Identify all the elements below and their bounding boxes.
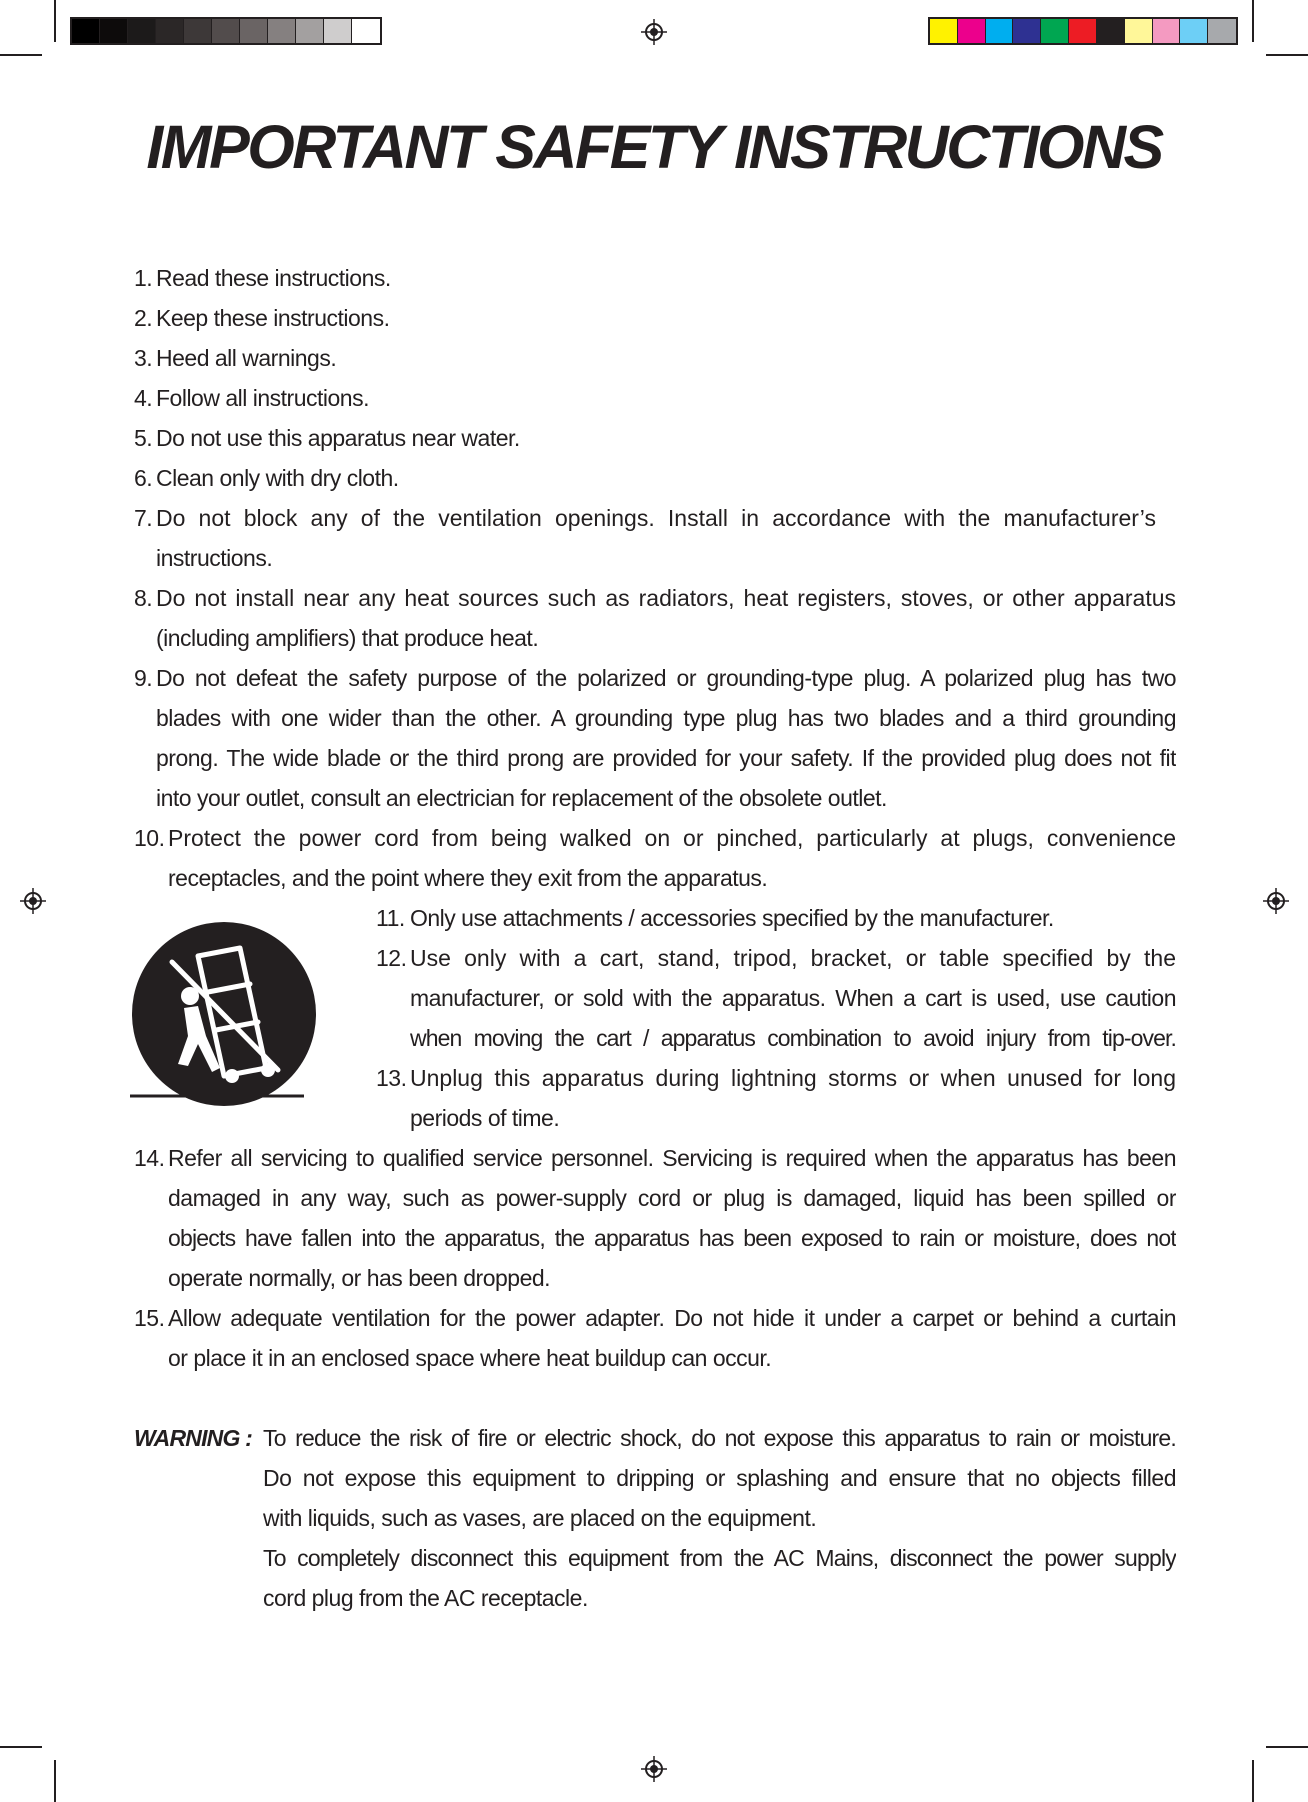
- crop-mark: [54, 1760, 56, 1802]
- calibration-swatch: [156, 19, 184, 43]
- calibration-swatch: [1153, 19, 1181, 43]
- instruction-text: Do not defeat the safety purpose of the polarized or grounding-type plug. A polarized plug has two: [156, 665, 1176, 691]
- instruction-text: Keep these instructions.: [156, 305, 390, 331]
- grayscale-calibration-bar: [70, 17, 382, 45]
- crop-mark: [1266, 1746, 1308, 1748]
- calibration-swatch: [268, 19, 296, 43]
- registration-target-icon: [1263, 888, 1289, 914]
- instruction-text: periods of time.: [410, 1105, 560, 1131]
- instruction-text: Only use attachments / accessories specified by the manufacturer.: [410, 905, 1054, 931]
- calibration-swatch: [100, 19, 128, 43]
- instruction-text: damaged in any way, such as power-supply cord or plug is damaged, liquid has been spilled or: [168, 1185, 1176, 1211]
- page-title: IMPORTANT SAFETY INSTRUCTIONS: [146, 113, 1162, 181]
- instruction-text: Do not block any of the ventilation openings. Install in accordance with the manufacturer’s: [156, 505, 1156, 531]
- registration-target-icon: [20, 888, 46, 914]
- instruction-text: when moving the cart / apparatus combination to avoid injury from tip-over.: [410, 1025, 1176, 1051]
- item-number: 8.: [134, 585, 153, 611]
- item-number: 2.: [134, 305, 153, 331]
- item-number: 14.: [134, 1145, 165, 1171]
- warning-text: To completely disconnect this equipment from the AC Mains, disconnect the power supply: [263, 1545, 1176, 1571]
- instruction-text: manufacturer, or sold with the apparatus. When a cart is used, use caution: [410, 985, 1176, 1011]
- instruction-text: Do not use this apparatus near water.: [156, 425, 520, 451]
- instruction-text: Follow all instructions.: [156, 385, 369, 411]
- instruction-text: Use only with a cart, stand, tripod, bracket, or table specified by the: [410, 945, 1176, 971]
- calibration-swatch: [212, 19, 240, 43]
- instruction-text: blades with one wider than the other. A grounding type plug has two blades and a third grounding: [156, 705, 1176, 731]
- calibration-swatch: [1069, 19, 1097, 43]
- calibration-swatch: [930, 19, 958, 43]
- calibration-swatch: [986, 19, 1014, 43]
- item-number: 7.: [134, 505, 153, 531]
- item-number: 4.: [134, 385, 153, 411]
- item-number: 1.: [134, 265, 153, 291]
- crop-mark: [0, 1746, 42, 1748]
- calibration-swatch: [352, 19, 380, 43]
- item-number: 15.: [134, 1305, 165, 1331]
- calibration-swatch: [958, 19, 986, 43]
- instruction-text: objects have fallen into the apparatus, the apparatus has been exposed to rain or moisture, does not: [168, 1225, 1176, 1251]
- calibration-swatch: [128, 19, 156, 43]
- instruction-text: or place it in an enclosed space where heat buildup can occur.: [168, 1345, 772, 1371]
- warning-text: To reduce the risk of fire or electric shock, do not expose this apparatus to rain or moisture.: [263, 1425, 1176, 1451]
- instruction-text: Protect the power cord from being walked on or pinched, particularly at plugs, convenience: [168, 825, 1176, 851]
- crop-mark: [1266, 54, 1308, 56]
- color-calibration-bar: [928, 17, 1238, 45]
- calibration-swatch: [1125, 19, 1153, 43]
- instruction-text: Refer all servicing to qualified service personnel. Servicing is required when the apparatus has been: [168, 1145, 1176, 1171]
- instruction-text: Do not install near any heat sources such as radiators, heat registers, stoves, or other apparatus: [156, 585, 1176, 611]
- instruction-text: Read these instructions.: [156, 265, 391, 291]
- calibration-swatch: [1208, 19, 1236, 43]
- crop-mark: [54, 0, 56, 42]
- item-number: 3.: [134, 345, 153, 371]
- instruction-text: into your outlet, consult an electrician for replacement of the obsolete outlet.: [156, 785, 887, 811]
- warning-text: with liquids, such as vases, are placed on the equipment.: [263, 1505, 817, 1531]
- item-number: 13.: [376, 1065, 407, 1091]
- calibration-swatch: [1180, 19, 1208, 43]
- instruction-text: Heed all warnings.: [156, 345, 337, 371]
- item-number: 6.: [134, 465, 153, 491]
- calibration-swatch: [1097, 19, 1125, 43]
- item-number: 12.: [376, 945, 407, 971]
- warning-text: Do not expose this equipment to dripping or splashing and ensure that no objects filled: [263, 1465, 1176, 1491]
- calibration-swatch: [296, 19, 324, 43]
- calibration-swatch: [184, 19, 212, 43]
- crop-mark: [1252, 1760, 1254, 1802]
- warning-label: WARNING :: [134, 1425, 253, 1451]
- instruction-text: prong. The wide blade or the third prong are provided for your safety. If the provided plug does not fit: [156, 745, 1176, 771]
- item-number: 5.: [134, 425, 153, 451]
- calibration-swatch: [1013, 19, 1041, 43]
- instruction-text: instructions.: [156, 545, 273, 571]
- registration-target-icon: [641, 1756, 667, 1782]
- calibration-swatch: [1041, 19, 1069, 43]
- instruction-text: Unplug this apparatus during lightning storms or when unused for long: [410, 1065, 1176, 1091]
- calibration-swatch: [324, 19, 352, 43]
- cart-tip-over-warning-icon: [128, 918, 328, 1118]
- instruction-text: Allow adequate ventilation for the power adapter. Do not hide it under a carpet or behind a curtain: [168, 1305, 1176, 1331]
- instruction-text: Clean only with dry cloth.: [156, 465, 399, 491]
- instruction-text: receptacles, and the point where they exit from the apparatus.: [168, 865, 768, 891]
- calibration-swatch: [72, 19, 100, 43]
- registration-target-icon: [641, 19, 667, 45]
- item-number: 10.: [134, 825, 165, 851]
- instruction-text: operate normally, or has been dropped.: [168, 1265, 551, 1291]
- item-number: 11.: [376, 905, 405, 931]
- instruction-text: (including amplifiers) that produce heat.: [156, 625, 539, 651]
- calibration-swatch: [240, 19, 268, 43]
- crop-mark: [1252, 0, 1254, 42]
- crop-mark: [0, 54, 42, 56]
- warning-text: cord plug from the AC receptacle.: [263, 1585, 588, 1611]
- item-number: 9.: [134, 665, 153, 691]
